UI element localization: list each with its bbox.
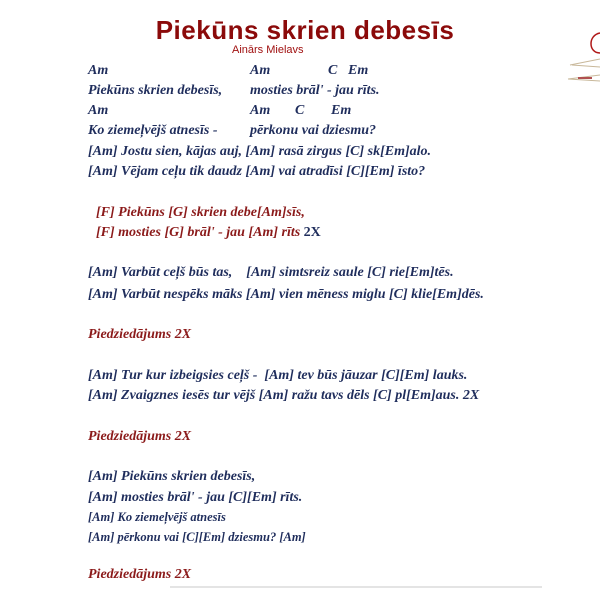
lyric-line: [Am] Jostu sien, kājas auj, [Am] rasā zirgus [C] sk[Em]alo. (88, 144, 432, 159)
lyric-line: [Am] pērkonu vai [C][Em] dziesmu? [Am] (88, 530, 306, 544)
lyric-line (88, 82, 380, 99)
lyric-line: [Am] Varbūt nespēks māks [Am] vien mēness miglu [C] klie[Em]dēs. (88, 287, 484, 302)
lyric-line: [Am] Ko ziemeļvējš atnesīs (88, 510, 226, 524)
chord: C (328, 63, 338, 78)
chord-line (88, 102, 351, 119)
chord: C (295, 103, 305, 118)
lyric-line: [Am] mosties brāl' - jau [C][Em] rīts. (88, 490, 303, 505)
lyric-line: [Am] Varbūt ceļš būs tas, [Am] simtsreiz saule [C] rie[Em]tēs. (88, 265, 454, 280)
chorus-line: [F] Piekūns [G] skrien debe[Am]sīs, (96, 205, 305, 220)
logo-icon (566, 25, 600, 85)
lyric-line: [Am] Piekūns skrien debesīs, (88, 469, 256, 484)
repeat-mark: 2X (303, 225, 321, 240)
song-title: Piekūns skrien debesīs (155, 15, 455, 45)
chord: Am (88, 103, 109, 118)
lyric: Piekūns skrien debesīs, (88, 83, 223, 98)
chorus-text: [F] mosties [G] brāl' - jau [Am] rīts (96, 225, 301, 240)
refrain-label: Piedziedājums 2X (88, 429, 192, 444)
chord: Em (331, 103, 352, 118)
chorus-line (96, 224, 321, 241)
lyric: mosties brāl' - jau rīts. (250, 83, 380, 98)
refrain-label: Piedziedājums 2X (88, 327, 192, 342)
refrain-label: Piedziedājums 2X (88, 567, 192, 582)
chord: Am (250, 103, 271, 118)
divider (170, 586, 542, 588)
lyric-line (88, 122, 376, 139)
lyric-line: [Am] Zvaigznes iesēs tur vējš [Am] ražu tavs dēls [C] pl[Em]aus. 2X (88, 388, 480, 403)
lyric-line: [Am] Tur kur izbeigsies ceļš - [Am] tev būs jāuzar [C][Em] lauks. (88, 368, 468, 383)
chord: Am (88, 63, 109, 78)
lyric: pērkonu vai dziesmu? (250, 123, 377, 138)
chord: Am (250, 63, 271, 78)
chord-line (88, 62, 368, 79)
lyric-line: [Am] Vējam ceļu tik daudz [Am] vai atradīsi [C][Em] īsto? (88, 164, 426, 179)
chord: Em (348, 63, 369, 78)
song-author: Ainārs Mielavs (232, 44, 304, 56)
lyric: Ko ziemeļvējš atnesīs - (88, 123, 218, 138)
